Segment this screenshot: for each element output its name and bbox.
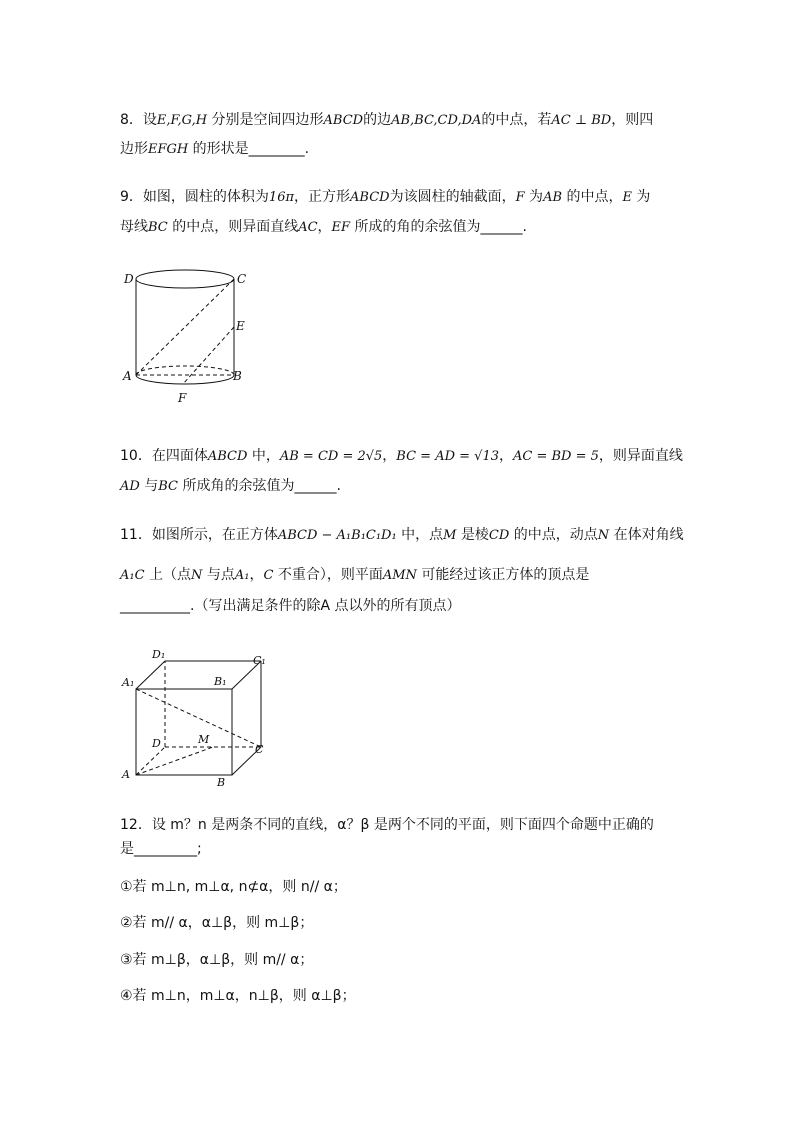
q8-text: 的中点，若 [481,112,552,128]
edge-AD [136,747,165,775]
q12-option-1 [120,877,347,897]
label-C1: C₁ [253,654,266,667]
bottom-front-arc [136,375,234,384]
q10-math: BC [158,479,179,494]
q9-text: 所成的角的余弦值为______. [350,219,527,235]
q8-math: AC ⊥ BD [551,113,612,128]
q10-math: AC = BD = 5 [513,449,599,464]
q9-math: E [622,190,632,205]
cylinder-figure [116,262,256,410]
q9-math: BC [148,220,168,235]
q8-text: 的边 [363,112,392,128]
q11-text: 在体对角线 [609,527,684,543]
q10-math: AB = CD = 2√5 [279,449,383,464]
q10-text: 与 [139,478,159,494]
q12-option-text: ③若 m⊥β，α⊥β，则 m// α； [120,952,314,968]
label-B1: B₁ [214,675,227,688]
label-D: D [152,737,161,750]
q11-text: 上（点 [144,567,191,583]
q10-math: AD [120,479,140,494]
label-A1: A₁ [122,676,135,689]
q8-line-1 [120,110,653,131]
q11-math: ABCD − A₁B₁C₁D₁ [277,528,397,543]
label-B: B [233,369,242,383]
q8-text: 的形状是________. [188,141,310,157]
q11-text: 11．如图所示，在正方体 [120,527,278,543]
q9-math: AC [298,220,318,235]
q12-option-4 [120,986,356,1006]
q9-math: AB [543,190,563,205]
q9-text: 为该圆柱的轴截面， [389,189,516,205]
line-AM [136,747,213,775]
q9-line-1 [120,187,650,208]
line-AC [136,279,234,375]
q12-line-1 [120,815,654,835]
q11-text: __________.（写出满足条件的除A 点以外的所有顶点） [120,598,461,614]
label-C: C [255,743,264,756]
q9-text: 的中点，则异面直线 [167,219,299,235]
q12-option-text: ②若 m// α，α⊥β，则 m⊥β； [120,915,314,931]
q11-math: A₁ [234,568,250,583]
q8-math: E,F,G,H [156,113,208,128]
q12-option-3 [120,950,313,970]
front-face [136,689,232,775]
q8-text: 边形 [120,141,148,157]
q10-text: ， [499,448,513,464]
q8-text: ，则四 [611,112,654,128]
q12-line-2 [120,839,202,859]
q10-text: 10．在四面体 [120,448,208,464]
q9-text: 的中点， [562,189,623,205]
edge-A1D1 [136,661,165,689]
label-M: M [198,733,210,746]
q12-option-text: ①若 m⊥n, m⊥α, n⊄α，则 n// α； [120,879,347,895]
q11-line-1 [120,525,684,546]
q10-math: ABCD [207,449,248,464]
q11-math: M [443,528,457,543]
cube-figure [116,644,276,792]
q9-text: ， [317,219,332,235]
q9-text: 为 [524,189,544,205]
label-A: A [123,369,132,383]
q8-line-2 [120,139,309,160]
q12-option-text: ④若 m⊥n，m⊥α，n⊥β，则 α⊥β； [120,988,356,1004]
top-ellipse [136,270,234,288]
q11-text: 可能经过该正方体的顶点是 [416,567,590,583]
bottom-back-arc [136,366,234,375]
label-B: B [217,776,226,789]
q11-math: N [191,568,203,583]
q11-math: N [597,528,610,543]
q8-text: 8．设 [120,112,157,128]
q10-text: 所成角的余弦值为______. [178,478,341,494]
q11-line-2 [120,565,589,586]
label-F: F [178,391,187,405]
q8-math: AB,BC,CD,DA [391,113,482,128]
q9-text: 为 [631,189,651,205]
q11-text: 的中点，动点 [509,527,598,543]
label-C: C [237,272,247,286]
q9-math: EF [331,220,351,235]
label-D: D [124,272,134,286]
q8-math: ABCD [323,113,364,128]
q10-text: ， [382,448,397,464]
q9-text: 9．如图，圆柱的体积为 [120,189,269,205]
q11-line-3 [120,596,460,616]
q11-text: ， [249,567,264,583]
q9-text: 母线 [120,219,148,235]
q9-math: F [515,190,525,205]
q10-math: BC = AD = √13 [396,449,499,464]
q11-math: C [263,568,274,583]
q12-text: 是_________; [120,841,202,857]
q10-line-2 [120,476,341,497]
q8-math: EFGH [148,142,189,157]
q11-text: 是棱 [456,527,489,543]
q10-text: 中， [247,448,280,464]
q9-line-2 [120,217,527,238]
label-A: A [122,768,130,781]
q11-math: CD [488,528,510,543]
q10-text: ，则异面直线 [598,448,683,464]
q9-math: ABCD [350,190,390,205]
label-D1: D₁ [152,648,166,661]
q11-text: 与点 [202,567,235,583]
q8-text: 分别是空间四边形 [207,112,324,128]
q9-math: 16π [268,190,295,205]
q10-line-1 [120,446,683,467]
q12-text: 12．设 m？n 是两条不同的直线，α？β 是两个不同的平面，则下面四个命题中正确的 [120,817,654,833]
q12-option-2 [120,913,313,933]
q11-math: AMN [382,568,417,583]
q9-text: ，正方形 [294,189,351,205]
q11-math: A₁C [120,568,145,583]
q11-text: 不重合），则平面 [273,567,383,583]
q11-text: 中，点 [396,527,444,543]
label-E: E [236,319,245,333]
